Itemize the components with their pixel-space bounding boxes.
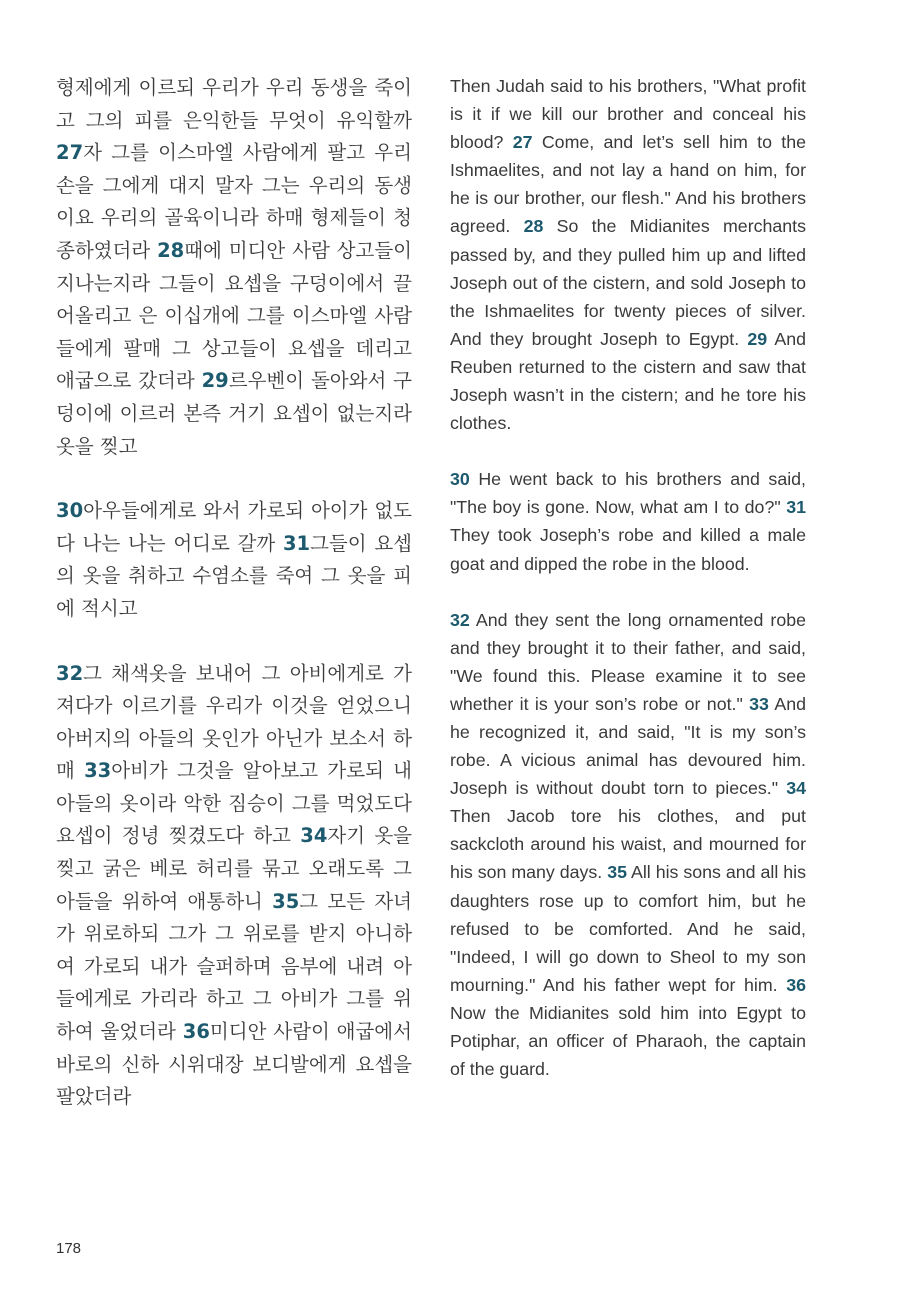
english-paragraph <box>450 72 806 437</box>
verse-text: And he recognized it, and said, "It is my son’s robe. A vicious animal has devoured him. Joseph is without doubt torn to pieces." <box>450 693 806 799</box>
verse-text: 때에 미디안 사람 상고들이 지나는지라 그들이 요셉을 구덩이에서 끌어올리고 은 이십개에 그를 이스마엘 사람들에게 팔매 그 상고들이 요셉을 데리고 애굽으로 갔더라 <box>56 238 412 393</box>
verse-text: 르우벤이 돌아와서 구덩이에 이르러 본즉 거기 요셉이 없는지라 옷을 찢고 <box>56 369 412 458</box>
verse-number: 33 <box>84 759 112 783</box>
verse-number: 29 <box>201 369 229 393</box>
verse-number: 27 <box>512 132 533 153</box>
verse-text: 형제에게 이르되 우리가 우리 동생을 죽이고 그의 피를 은익한들 무엇이 유익할까 <box>56 76 412 132</box>
english-paragraph <box>450 465 806 577</box>
english-text-column <box>450 72 806 1083</box>
verse-number: 28 <box>523 216 544 237</box>
verse-number: 36 <box>786 974 806 995</box>
verse-number: 31 <box>282 531 311 555</box>
verse-number: 30 <box>56 499 84 523</box>
verse-number: 31 <box>786 497 806 518</box>
verse-text: So the Midianites merchants passed by, and they pulled him up and lifted Joseph out of the cistern, and sold Joseph to the Ishmaelites for twenty pieces of silver. And they brought Joseph to Egypt. <box>450 216 807 349</box>
verse-text: Now the Midianites sold him into Egypt to Potiphar, an officer of Pharaoh, the captain of the guard. <box>450 1002 806 1080</box>
english-paragraph <box>450 606 806 1084</box>
verse-text: Come, and let’s sell him to the Ishmaelites, and not lay a hand on him, for he is our brother, our flesh." And his brothers agreed. <box>450 132 806 237</box>
verse-text: 그 채색옷을 보내어 그 아비에게로 가져다가 이르기를 우리가 이것을 얻었으니 아버지의 아들의 옷인가 아닌가 보소서 하매 <box>56 661 412 783</box>
verse-number: 32 <box>56 661 84 685</box>
verse-text: Then Judah said to his brothers, "What profit is it if we kill our brother and conceal his blood? <box>450 76 806 153</box>
verse-number: 35 <box>607 862 627 883</box>
verse-text: 그 모든 자녀가 위로하되 그가 그 위로를 받지 아니하여 가로되 내가 슬퍼하며 음부에 내려 아들에게로 가리라 하고 그 아비가 그를 위하여 울었더라 <box>56 889 412 1044</box>
verse-number: 34 <box>300 824 328 848</box>
verse-number: 32 <box>450 609 470 630</box>
verse-text: They took Joseph’s robe and killed a male goat and dipped the robe in the blood. <box>450 525 806 574</box>
verse-text: And Reuben returned to the cistern and saw that Joseph wasn’t in the cistern; and he tore his clothes. <box>450 328 806 434</box>
verse-number: 36 <box>182 1020 210 1044</box>
verse-text: 아비가 그것을 알아보고 가로되 내 아들의 옷이라 악한 짐승이 그를 먹었도다 요셉이 정녕 찢겼도다 하고 <box>56 759 412 848</box>
verse-text: 자기 옷을 찢고 굵은 베로 허리를 묶고 오래도록 그 아들을 위하여 애통하니 <box>56 824 412 913</box>
verse-number: 33 <box>749 693 769 714</box>
verse-text: Then Jacob tore his clothes, and put sackcloth around his waist, and mourned for his son many days. <box>450 806 806 883</box>
verse-text: 자 그를 이스마엘 사람에게 팔고 우리 손을 그에게 대지 말자 그는 우리의 동생이요 우리의 골육이니라 하매 형제들이 청종하였더라 <box>56 141 412 262</box>
korean-paragraph <box>56 72 412 463</box>
verse-text: 아우들에게로 와서 가로되 아이가 없도다 나는 나는 어디로 갈까 <box>56 499 412 555</box>
korean-paragraph <box>56 658 412 1114</box>
verse-text: And they sent the long ornamented robe and they brought it to their father, and said, "We found this. Please examine it to see whether it is your son’s robe or not." <box>450 609 806 714</box>
korean-text-column <box>56 72 412 1114</box>
verse-text: All his sons and all his daughters rose up to comfort him, but he refused to be comforted. And he said, "Indeed, I will go down to Sheol to my son mourning." And his father wept for him. <box>450 862 807 995</box>
page-number: 178 <box>56 1240 82 1257</box>
verse-number: 27 <box>56 141 84 165</box>
verse-text: 미디안 사람이 애굽에서 바로의 신하 시위대장 보디발에게 요셉을 팔았더라 <box>56 1020 412 1109</box>
verse-text: He went back to his brothers and said, "The boy is gone. Now, what am I to do?" <box>450 469 806 518</box>
verse-number: 34 <box>786 778 806 799</box>
korean-paragraph <box>56 495 412 625</box>
verse-number: 35 <box>272 889 300 913</box>
verse-number: 29 <box>747 328 768 349</box>
verse-text: 그들이 요셉의 옷을 취하고 수염소를 죽여 그 옷을 피에 적시고 <box>56 531 412 620</box>
verse-number: 28 <box>157 238 185 262</box>
verse-number: 30 <box>450 469 470 490</box>
